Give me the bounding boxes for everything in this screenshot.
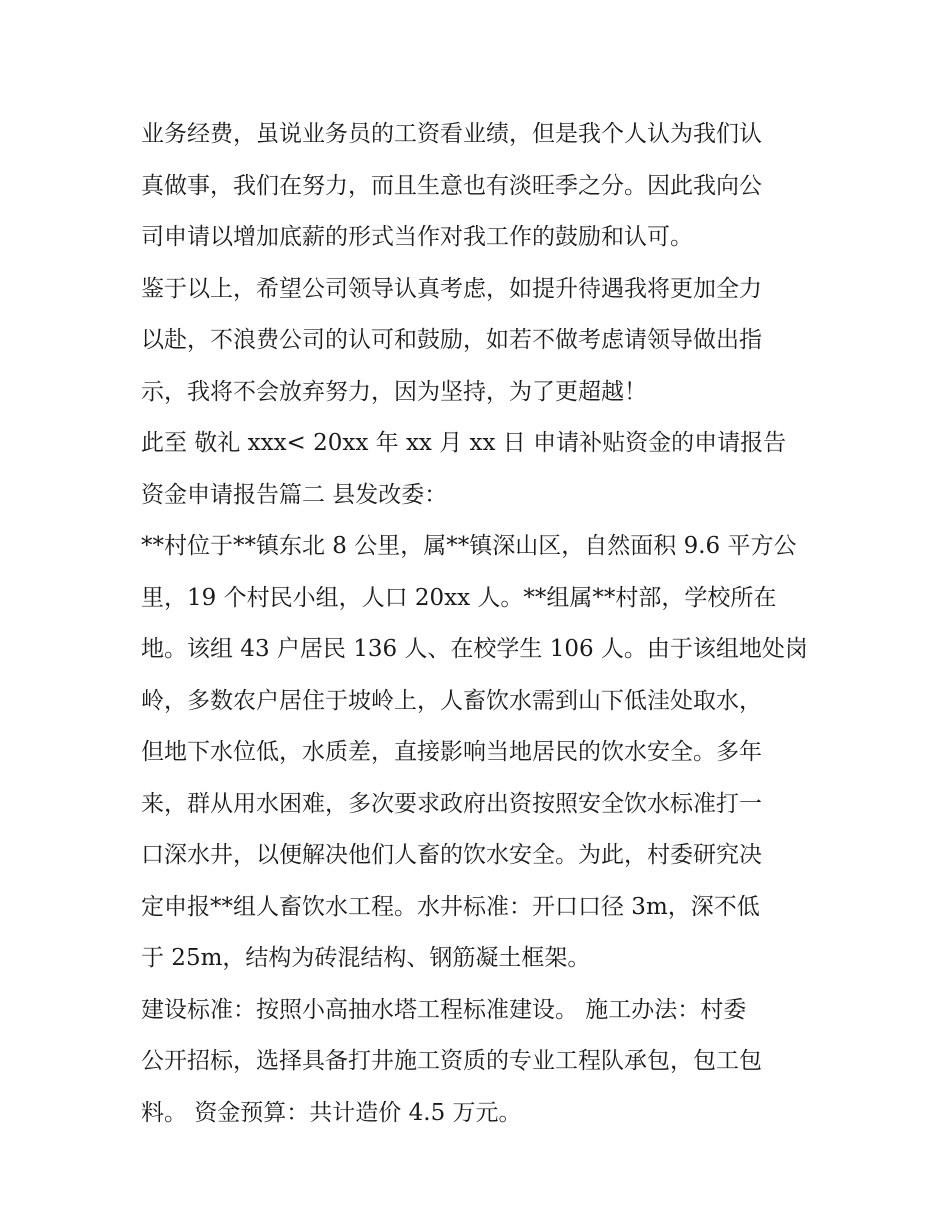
text-line: 业务经费，虽说业务员的工资看业绩，但是我个人认为我们认 — [141, 121, 762, 147]
text-line: 资金申请报告篇二 县发改委： — [141, 481, 448, 508]
text-line: 岭，多数农户居住于坡岭上，人畜饮水需到山下低洼处取水， — [141, 687, 762, 714]
text-line: 建设标准：按照小高抽水塔工程标准建设。 施工办法：村委 — [141, 996, 747, 1023]
text-line: 于 25m，结构为砖混结构、钢筋凝土框架。 — [141, 945, 591, 971]
text-line: 里，19 个村民小组，人口 20xx 人。**组属**村部，学校所在 — [141, 584, 777, 611]
text-line: 料。 资金预算：共计造价 4.5 万元。 — [141, 1099, 522, 1126]
text-line: 地。该组 43 户居民 136 人、在校学生 106 人。由于该组地处岗 — [141, 636, 808, 662]
text-line: 来，群从用水困难，多次要求政府出资按照安全饮水标准打一 — [141, 790, 762, 817]
text-line: **村位于**镇东北 8 公里，属**镇深山区，自然面积 9.6 平方公 — [141, 533, 797, 559]
text-line: 鉴于以上，希望公司领导认真考虑，如提升待遇我将更加全力 — [141, 275, 762, 302]
text-line: 但地下水位低，水质差，直接影响当地居民的饮水安全。多年 — [141, 739, 762, 765]
document-body — [141, 109, 821, 1139]
text-line: 示，我将不会放弃努力，因为坚持，为了更超越！ — [141, 378, 647, 405]
text-line: 司申请以增加底薪的形式当作对我工作的鼓励和认可。 — [141, 224, 693, 250]
text-line: 口深水井，以便解决他们人畜的饮水安全。为此，村委研究决 — [141, 842, 762, 868]
text-line: 此至 敬礼 xxx< 20xx 年 xx 月 xx 日 申请补贴资金的申请报告 — [141, 430, 787, 456]
text-line: 定申报**组人畜饮水工程。水井标准：开口口径 3m，深不低 — [141, 893, 760, 920]
text-line: 公开招标，选择具备打井施工资质的专业工程队承包，包工包 — [141, 1048, 762, 1074]
text-line: 以赴，不浪费公司的认可和鼓励，如若不做考虑请领导做出指 — [141, 327, 762, 353]
text-line: 真做事，我们在努力，而且生意也有淡旺季之分。因此我向公 — [141, 172, 762, 199]
